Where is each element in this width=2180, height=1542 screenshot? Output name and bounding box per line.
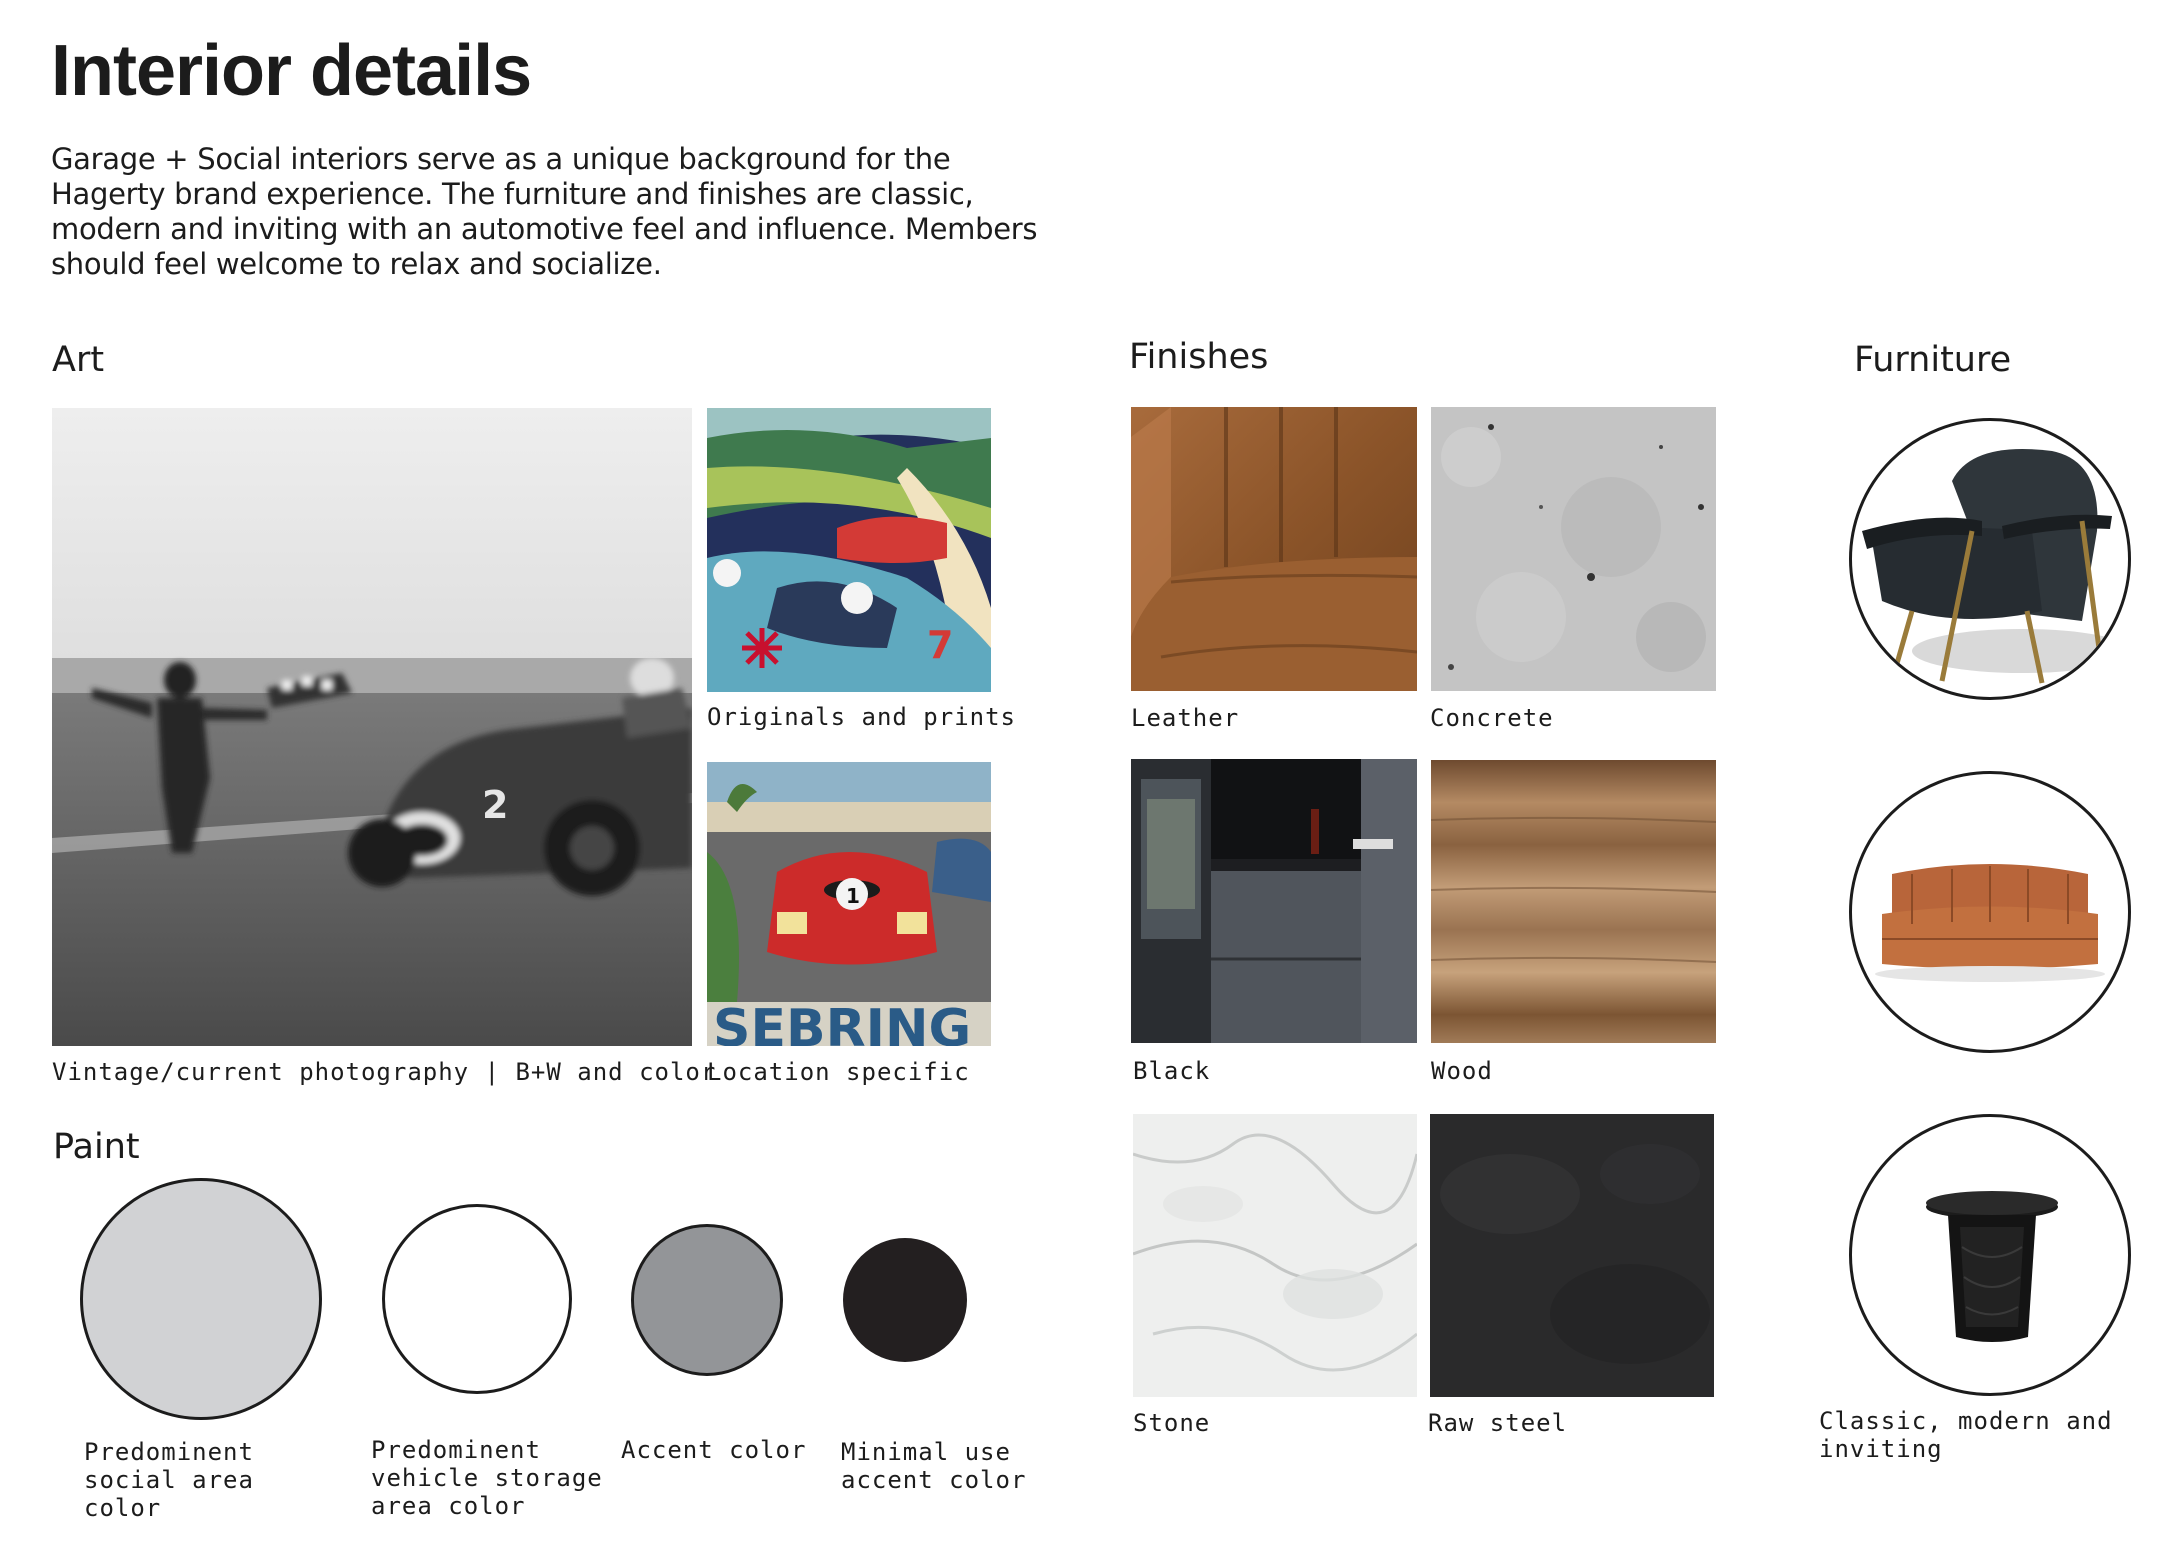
photo-caption: Vintage/current photography | B+W and color (52, 1058, 717, 1086)
concrete-swatch (1431, 407, 1716, 691)
poster-text: SEBRING (713, 999, 972, 1046)
sebring-poster (707, 762, 991, 1046)
furniture-caption: Classic, modern and inviting (1819, 1407, 2113, 1463)
stone-swatch (1133, 1114, 1417, 1397)
print-image (707, 408, 991, 692)
black-swatch (1131, 759, 1417, 1043)
paint-swatch-1 (80, 1178, 322, 1420)
paint-label-1: Predominent social area color (84, 1438, 254, 1522)
location-caption: Location specific (707, 1058, 970, 1086)
intro-paragraph: Garage + Social interiors serve as a unique background for the Hagerty brand experience. The furniture and finishes are classic, modern and inviting with an automotive feel and influence. Members should feel welcome to relax and socialize. (51, 142, 1038, 281)
paint-swatch-3 (631, 1224, 783, 1376)
paint-label-3: Accent color (621, 1436, 807, 1464)
finish-label-concrete: Concrete (1430, 704, 1554, 732)
raw-steel-swatch (1430, 1114, 1714, 1397)
paint-swatch-2 (382, 1204, 572, 1394)
art-heading: Art (52, 340, 105, 380)
finish-label-wood: Wood (1431, 1057, 1493, 1085)
finish-label-leather: Leather (1131, 704, 1240, 732)
armchair-image (1849, 418, 2131, 700)
finish-label-raw-steel: Raw steel (1428, 1409, 1568, 1437)
side-table-image (1849, 1114, 2131, 1396)
page-title: Interior details (51, 31, 532, 111)
wood-swatch (1431, 760, 1716, 1043)
finish-label-black: Black (1133, 1057, 1211, 1085)
paint-swatch-4 (843, 1238, 967, 1362)
finishes-heading: Finishes (1129, 337, 1269, 377)
paint-label-4: Minimal use accent color (841, 1438, 1027, 1494)
finish-label-stone: Stone (1133, 1409, 1211, 1437)
sofa-image (1849, 771, 2131, 1053)
prints-caption: Originals and prints (707, 703, 1016, 731)
furniture-heading: Furniture (1854, 340, 2012, 380)
paint-heading: Paint (53, 1127, 140, 1167)
racing-photo (52, 408, 692, 1046)
car-number: 2 (482, 783, 509, 827)
leather-swatch (1131, 407, 1417, 691)
svg-text:1: 1 (846, 884, 860, 908)
svg-text:7: 7 (927, 623, 954, 667)
paint-label-2: Predominent vehicle storage area color (371, 1436, 603, 1520)
